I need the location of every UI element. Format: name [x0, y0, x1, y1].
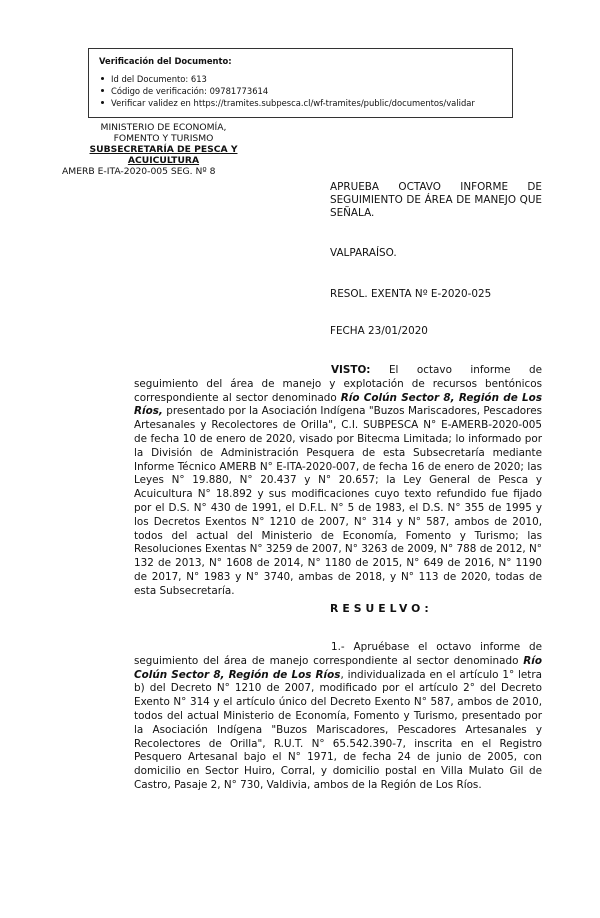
letterhead	[56, 122, 271, 177]
resolution-city: VALPARAÍSO.	[330, 247, 397, 259]
point1-sector: Río Colún Sector 8, Región de Los Ríos	[134, 654, 542, 681]
visto-label: VISTO:	[331, 364, 371, 376]
resolution-title: APRUEBA OCTAVO INFORME DE SEGUIMIENTO DE ÁREA DE MANEJO QUE SEÑALA.	[330, 181, 542, 219]
verification-list	[99, 73, 502, 109]
visto-text-2: presentado por la Asociación Indígena "Buzos Mariscadores, Pescadores Artesanales y Recolectores de Orilla", C.I. SUBPESCA N° E-AMERB-2020-005 de fecha 10 de enero de 2020, visado por Bitecma Limitada; lo informado por la División de Administración Pesquera de esta Subsecretaría mediante Informe Técnico AMERB N° E-ITA-2020-007, de fecha 16 de enero de 2020; las Leyes N° 19.880, N° 20.437 y N° 20.657; la Ley General de Pesca y Acuicultura N° 18.892 y sus modificaciones cuyo texto refundido fue fijado por el D.S. N° 430 de 1991, el D.F.L. N° 5 de 1983, el D.S. N° 355 de 1995 y los Decretos Exentos N° 1210 de 2007, N° 314 y N° 587, ambos de 2010, todos del actual del Ministerio de Economía, Fomento y Turismo; las Resoluciones Exentas N° 3259 de 2007, N° 3263 de 2009, N° 788 de 2012, N° 132 de 2013, N° 1608 de 2014, N° 1180 de 2015, N° 649 de 2016, N° 1190 de 2017, N° 1983 y N° 3740, ambas de 2018, y N° 113 de 2020, todas de esta Subsecretaría.	[134, 405, 542, 597]
resuelvo-point-1	[134, 641, 542, 793]
verification-url[interactable]: Verificar validez en https://tramites.subpesca.cl/wf-tramites/public/documentos/validar	[99, 97, 502, 109]
ministry-line-1: MINISTERIO DE ECONOMÍA,	[100, 122, 227, 133]
resolution-number: RESOL. EXENTA Nº E-2020-025	[330, 288, 492, 300]
point1-text-2: , individualizada en el artículo 1° letra b) del Decreto N° 1210 de 2007, modificado por el artículo 2° del Decreto Exento N° 314 y el artículo único del Decreto Exento N° 587, ambos de 2010, todos del actual Ministerio de Economía, Fomento y Turismo, presentado por la Asociación Indígena "Buzos Mariscadores, Pescadores Artesanales y Recolectores de Orilla", R.U.T. N° 65.542.390-7, inscrita en el Registro Pesquero Artesanal bajo el N° 1971, de fecha 24 de junio de 2005, con domicilio en Sector Huiro, Corral, y domicilio postal en Villa Mulato Gil de Castro, Pasaje 2, N° 730, Valdivia, ambos de la Región de Los Ríos.	[134, 668, 542, 791]
visto-text-1: El octavo informe de seguimiento del área de manejo y explotación de recursos bentónicos correspondiente al sector denominado	[134, 364, 542, 404]
verification-code: Código de verificación: 09781773614	[99, 85, 502, 97]
document-reference: AMERB E-ITA-2020-005 SEG. Nº 8	[62, 166, 216, 177]
resolution-date: FECHA 23/01/2020	[330, 325, 428, 337]
point1-text-1: 1.- Apruébase el octavo informe de seguimiento del área de manejo correspondiente al sector denominado	[134, 641, 542, 667]
resuelvo-heading: RESUELVO:	[330, 602, 433, 615]
ministry-line-2: FOMENTO Y TURISMO	[113, 133, 214, 144]
visto-paragraph	[134, 364, 542, 599]
document-id: Id del Documento: 613	[99, 73, 502, 85]
verification-title: Verificación del Documento:	[99, 56, 232, 66]
verification-box	[88, 48, 513, 118]
visto-sector: Río Colún Sector 8, Región de Los Ríos,	[134, 391, 542, 418]
subsecretaria-title: SUBSECRETARÍA DE PESCA Y ACUICULTURA	[89, 144, 238, 166]
